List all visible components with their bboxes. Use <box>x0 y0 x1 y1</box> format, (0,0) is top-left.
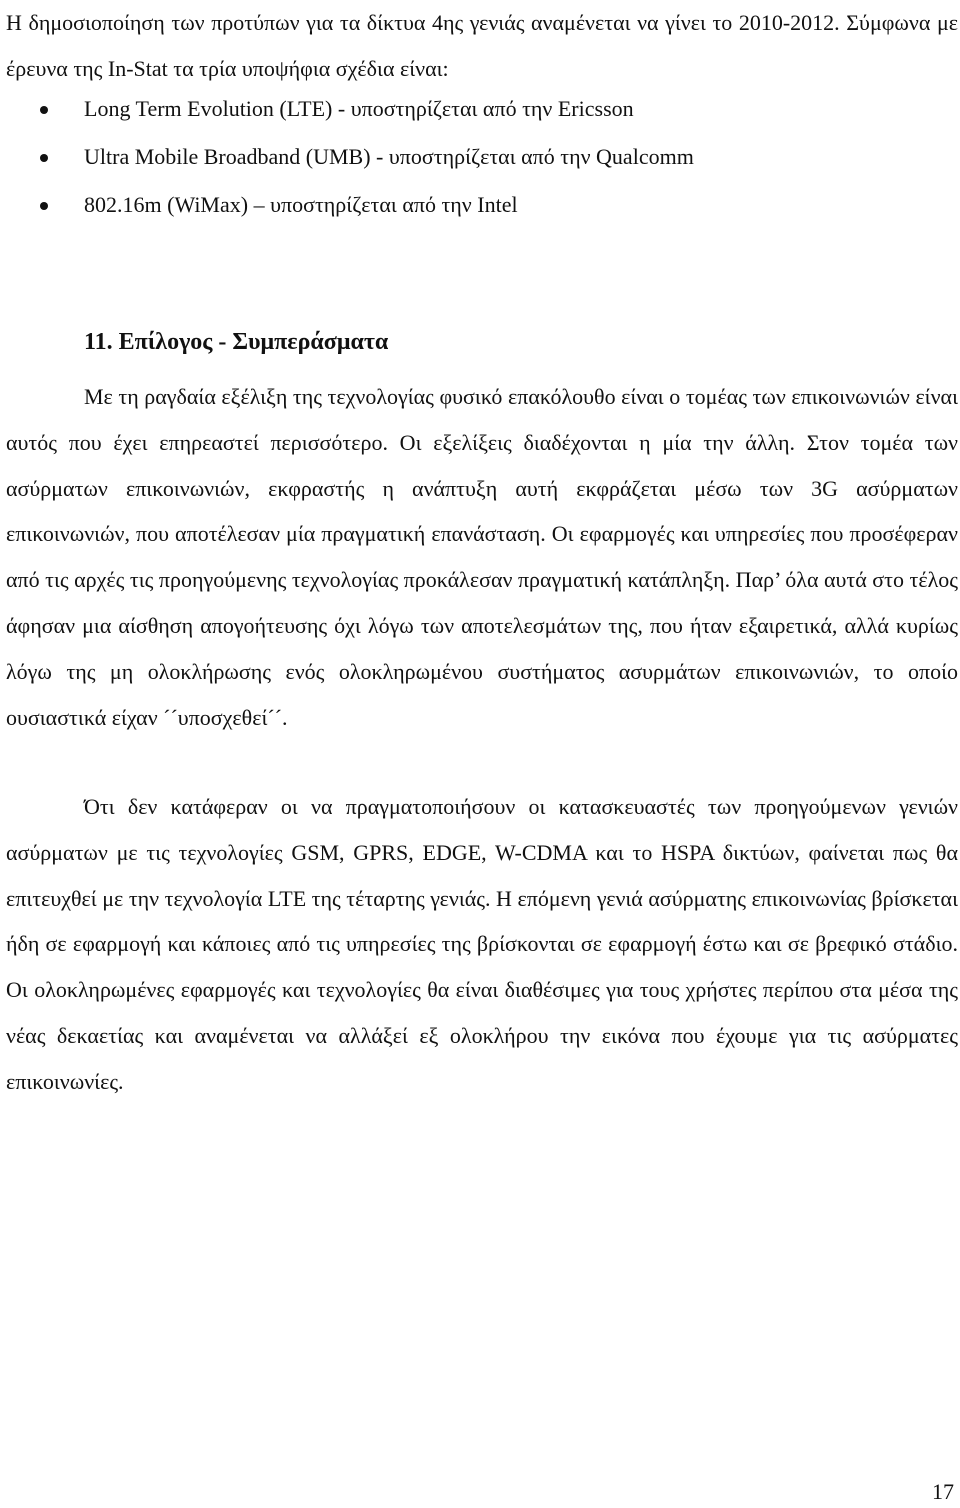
list-item <box>0 134 940 182</box>
standards-list <box>0 86 940 230</box>
list-item <box>0 182 940 230</box>
list-item-text: 802.16m (WiMax) – υποστηρίζεται από την Intel <box>84 192 518 217</box>
section-heading: 11. Επίλογος - Συμπεράσματα <box>84 329 389 355</box>
intro-paragraph: Η δημοσιοποίηση των προτύπων για τα δίκτυα 4ης γενιάς αναμένεται να γίνει το 2010-2012. Σύμφωνα με έρευνα της In-Stat τα τρία υποψήφια σχέδια είναι: <box>6 10 958 81</box>
conclusion-paragraph-1: Με τη ραγδαία εξέλιξη της τεχνολογίας φυσικό επακόλουθο είναι ο τομέας των επικοινωνιών είναι αυτός που έχει επηρεαστεί περισσότερο. Οι εξελίξεις διαδέχονται η μία την άλλη. Στον τομέα των ασύρματων επικοινωνιών, εκφραστής η ανάπτυξη αυτή εκφράζεται μέσω των 3G ασύρματων επικοινωνιών, που αποτέλεσαν μία πραγματική επανάσταση. Οι εφαρμογές και υπηρεσίες που προσέφεραν από τις αρχές τις προηγούμενης τεχνολογίας προκάλεσαν πραγματική κατάπληξη. Παρ’ όλα αυτά στο τέλος άφησαν μια αίσθηση απογοήτευσης όχι λόγω των αποτελεσμάτων της, που ήταν εξαιρετικά, αλλά κυρίως λόγω της μη ολοκλήρωσης ενός ολοκληρωμένου συστήματος ασυρμάτων επικοινωνιών, το οποίο ουσιαστικά είχαν ´´υποσχεθεί´´. <box>6 384 958 730</box>
list-item-text: Long Term Evolution (LTE) - υποστηρίζεται από την Ericsson <box>84 96 634 121</box>
bullet-icon <box>40 154 48 162</box>
bullet-icon <box>40 106 48 114</box>
page-number: 17 <box>932 1479 954 1504</box>
conclusion-paragraph-2: Ότι δεν κατάφεραν οι να πραγματοποιήσουν οι κατασκευαστές των προηγούμενων γενιών ασύρματων με τις τεχνολογίες GSM, GPRS, EDGE, W-CDMA και το HSPA δικτύων, φαίνεται πως θα επιτευχθεί με την τεχνολογία LTE της τέταρτης γενιάς. Η επόμενη γενιά ασύρματης επικοινωνίας βρίσκεται ήδη σε εφαρμογή και κάποιες από τις υπηρεσίες της βρίσκονται σε εφαρμογή έστω και σε βρεφικό στάδιο. Οι ολοκληρωμένες εφαρμογές και τεχνολογίες θα είναι διαθέσιμες για τους χρήστες περίπου στα μέσα της νέας δεκαετίας και αναμένεται να αλλάξεί εξ ολοκλήρου την εικόνα που έχουμε για τις ασύρματες επικοινωνίες. <box>6 794 958 1094</box>
list-item <box>0 86 940 134</box>
bullet-icon <box>40 202 48 210</box>
list-item-text: Ultra Mobile Broadband (UMB) - υποστηρίζεται από την Qualcomm <box>84 144 694 169</box>
